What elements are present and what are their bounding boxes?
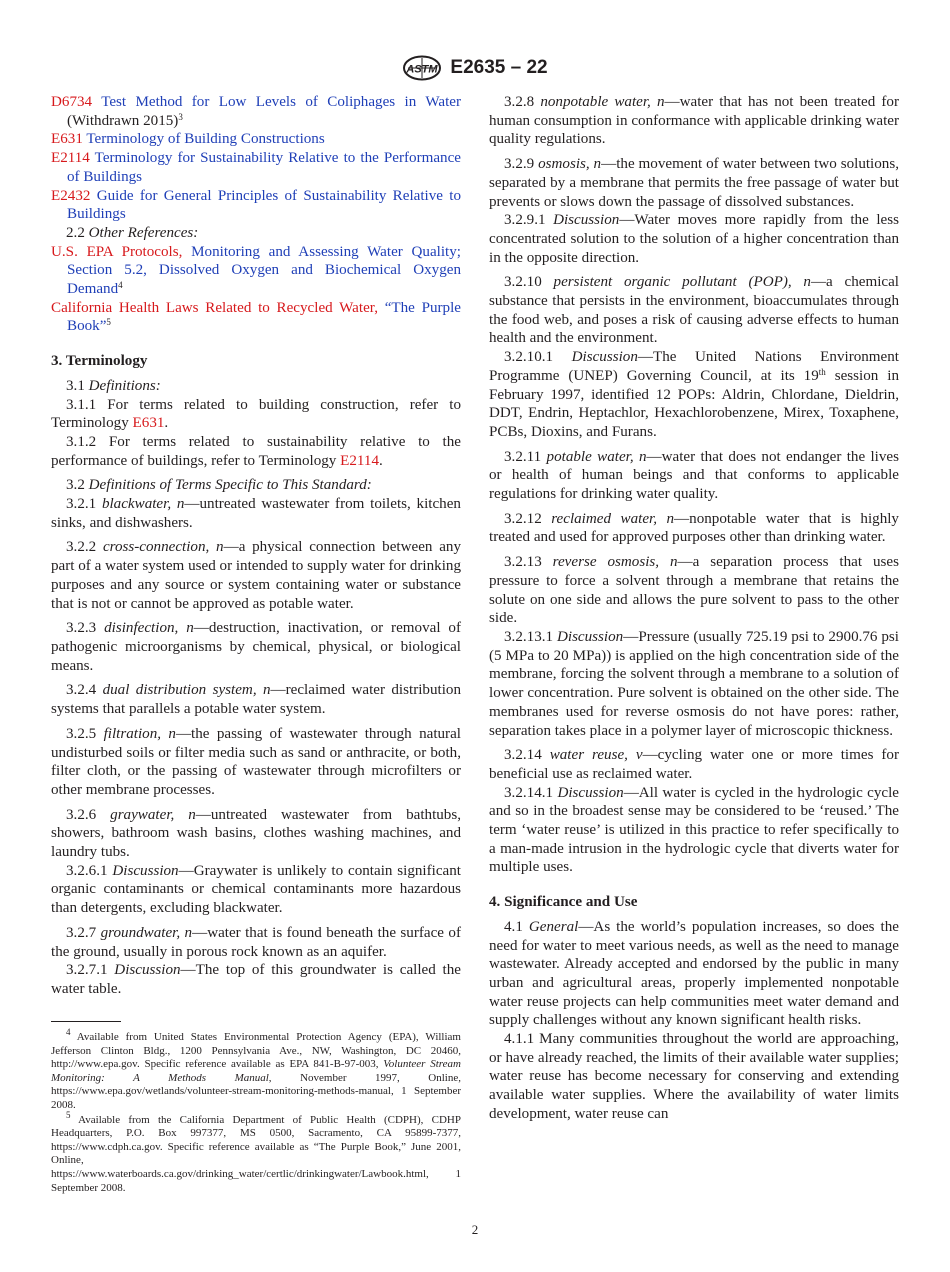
- reference-title-link[interactable]: Monitoring and Assessing Water Quality; Section 5.2, Dissolved Oxygen and Biochemical Oxygen Demand: [67, 243, 461, 298]
- reference-source-link[interactable]: U.S. EPA Protocols,: [51, 243, 183, 260]
- footnote-divider: [51, 1021, 121, 1022]
- section-heading: 4. Significance and Use: [489, 894, 638, 911]
- reference-code-link[interactable]: D6734: [51, 94, 93, 110]
- paragraph: 4.1.1 Many communities throughout the world are approaching, or have already reached, the limits of their available water supplies; water reuse has become necessary for conserving and extending available water supplies. Where the availability of water limits development, water reuse can: [489, 1031, 899, 1122]
- terminology-link[interactable]: E631: [132, 415, 165, 432]
- reference-title-link[interactable]: Terminology for Sustainability Relative to the Performance of Buildings: [67, 150, 461, 185]
- footnote: $^4$ Available from United States Environmental Protection Agency (EPA), William Jefferson Clinton Bldg., 1200 Pennsylvania Ave., NW, Washington, DC 20460, http://www.epa.gov. Specific reference available as EPA 841-B-97-003, Volunteer Stream Monitoring: A Methods Manual, November 1997, Online, https://www.epa.gov/wetlands/volunteer-stream-monitoring-methods-manual, 1 September 2008.: [51, 1027, 462, 1111]
- paragraph: 3.1.2 For terms related to sustainability relative to the performance of buildings, refer to Terminology E2114.: [51, 433, 461, 469]
- definition: 3.2.6 graywater, n—untreated wastewater from bathtubs, showers, bathroom wash basins, clothes washing machines, and laundry tubs.: [51, 806, 461, 861]
- reference-code-link[interactable]: E2432: [51, 187, 91, 204]
- reference-title-link[interactable]: Guide for General Principles of Sustainability Relative to Buildings: [67, 187, 461, 223]
- reference-item: California Health Laws Related to Recycled Water, “The Purple Book”$^5$: [51, 299, 461, 335]
- right-column: [489, 93, 899, 1124]
- reference-item: D6734 Test Method for Low Levels of Coliphages in Water (Withdrawn 2015)$^3$: [51, 94, 461, 129]
- discussion: 3.2.9.1 Discussion—Water moves more rapidly from the less concentrated solution to the solution of a higher concentration than in the opposite direction.: [489, 212, 899, 266]
- left-column: [51, 93, 461, 999]
- reference-title-link[interactable]: Terminology of Building Constructions: [86, 131, 325, 148]
- definition: 3.2.3 disinfection, n—destruction, inactivation, or removal of pathogenic microorganisms by chemical, physical, or biological means.: [51, 620, 461, 674]
- reference-title-link[interactable]: Test Method for Low Levels of Coliphages in Water: [101, 94, 461, 110]
- page-number: 2: [471, 1222, 479, 1237]
- definition: 3.2.13 reverse osmosis, n—a separation process that uses pressure to force a solvent through a membrane that retains the solute on one side and allows the pure solvent to pass to the other side.: [489, 554, 899, 627]
- discussion: 3.2.6.1 Discussion—Graywater is unlikely to contain significant organic contaminants or chemical contaminants more hazardous than detergents, excluding blackwater.: [51, 862, 461, 917]
- definition: 3.2.9 osmosis, n—the movement of water between two solutions, separated by a membrane that permits the free passage of water but prevents or slows down the passage of dissolved substances.: [489, 156, 899, 210]
- discussion: 3.2.7.1 Discussion—The top of this groundwater is called the water table.: [51, 962, 461, 997]
- svg-text:ASTM: ASTM: [406, 63, 438, 76]
- reference-title-link[interactable]: “The Purple Book”: [67, 299, 461, 335]
- footnote: $^5$ Available from the California Department of Public Health (CDPH), CDHP Headquarters, P.O. Box 997377, MS 0500, Sacramento, CA 95899-7377, https://www.cdph.ca.gov. Specific reference available as “The Purple Book,” June 2001, Online, https://www.waterboards.ca.gov/drinking_water/certlic/drinkingwater/Lawbook.html, 1 September 2008.: [51, 1109, 461, 1194]
- astm-logo-icon: [402, 55, 442, 81]
- discussion: 3.2.10.1 Discussion—The United Nations Environment Programme (UNEP) Governing Council, at its 19th session in February 1997, identified 12 POPs: Aldrin, Chlordane, Dieldrin, DDT, Endrin, Heptachlor, Hexachlorobenzene, Mirex, Toxaphene, PCBs, Dioxins, and Furans.: [489, 349, 899, 440]
- definition: 3.2.10 persistent organic pollutant (POP), n—a chemical substance that persists in the environment, bioaccumulates through the food web, and poses a risk of causing adverse effects to human health and the environment.: [489, 274, 899, 347]
- definition: 3.2.1 blackwater, n—untreated wastewater from toilets, kitchen sinks, and dishwashers.: [51, 496, 461, 531]
- footnotes: [51, 1027, 462, 1195]
- other-references-label: 2.2 Other References:: [66, 224, 199, 241]
- definition: 3.2.14 water reuse, v—cycling water one or more times for beneficial use as reclaimed water.: [489, 747, 899, 782]
- reference-source-link[interactable]: California Health Laws Related to Recycled Water,: [51, 299, 378, 316]
- subsection-label: 3.1 Definitions:: [66, 377, 161, 394]
- reference-item: U.S. EPA Protocols, Monitoring and Assessing Water Quality; Section 5.2, Dissolved Oxygen and Biochemical Oxygen Demand$^4$: [51, 243, 461, 298]
- discussion: 3.2.14.1 Discussion—All water is cycled in the hydrologic cycle and so in the broadest sense may be considered to be ‘reused.’ The term ‘water reuse’ is utilized in this practice to refer specifically to a man-made intrusion in the hydrologic cycle that diverts water for multiple uses.: [489, 784, 899, 876]
- discussion: 3.2.13.1 Discussion—Pressure (usually 725.19 psi to 2900.76 psi (5 MPa to 20 MPa)) is applied on the high concentration side of the membrane, forcing the solvent through a membrane to a solution of lower concentration. Pure solvent is obtained on the other side. The membranes used for reverse osmosis do not have pores: rather, separation takes place in a polymer layer of microscopic thickness.: [489, 628, 899, 739]
- standard-designation: E2635 – 22: [450, 57, 548, 78]
- reference-item: [51, 130, 461, 149]
- subsection-label: 3.2 Definitions of Terms Specific to This Standard:: [66, 477, 372, 494]
- definition: 3.2.8 nonpotable water, n—water that has not been treated for human consumption in conformance with applicable drinking water quality regulations.: [489, 94, 899, 148]
- page-header: [0, 55, 950, 81]
- terminology-link[interactable]: E2114: [340, 452, 379, 469]
- paragraph: 4.1 General—As the world’s population increases, so does the need for water to meet various needs, as well as the need to manage wastewater. Already accepted and endorsed by the public in many urban and agricultural areas, properly implemented nonpotable water reuse projects can help communities meet water demand and supply challenges without any known significant health risks.: [489, 918, 899, 1029]
- section-heading: 3. Terminology: [51, 353, 148, 370]
- definition: 3.2.5 filtration, n—the passing of wastewater through natural undisturbed soils or filter media such as sand or anthracite, or both, filter cloth, or the passing of wastewater through microfilters or other membrane processes.: [51, 725, 461, 798]
- definition: 3.2.2 cross-connection, n—a physical connection between any part of a water system used or intended to supply water for drinking purposes and any source or system containing water or substance that is not or cannot be approved as potable water.: [51, 539, 461, 612]
- definition: 3.2.7 groundwater, n—water that is found beneath the surface of the ground, usually in porous rock known as an aquifer.: [51, 924, 461, 960]
- definition: 3.2.11 potable water, n—water that does not endanger the lives or health of human beings and that conforms to applicable regulations for drinking water quality.: [489, 448, 899, 503]
- definition: 3.2.12 reclaimed water, n—nonpotable water that is highly treated and used for approved purposes other than drinking water.: [489, 510, 899, 546]
- definition: 3.2.4 dual distribution system, n—reclaimed water distribution systems that parallels a potable water system.: [51, 682, 461, 718]
- reference-code-link[interactable]: E2114: [51, 150, 90, 167]
- paragraph: 3.1.1 For terms related to building construction, refer to Terminology E631.: [51, 396, 461, 432]
- reference-code-link[interactable]: E631: [51, 131, 83, 148]
- reference-item: [51, 187, 461, 224]
- reference-item: [51, 149, 461, 186]
